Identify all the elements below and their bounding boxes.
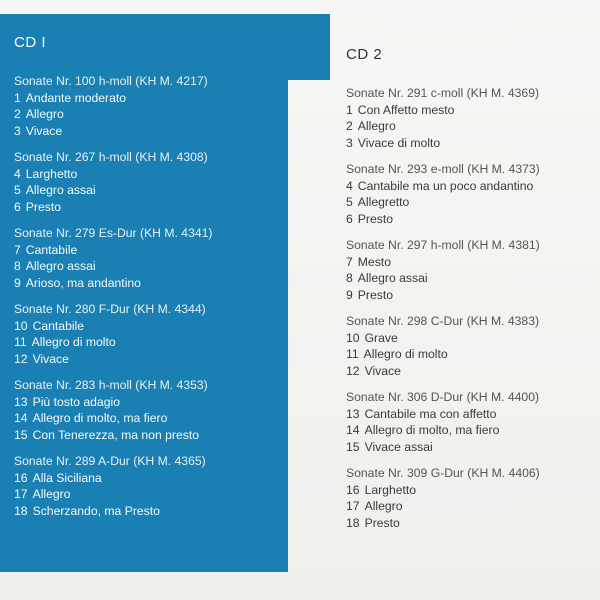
track-item [346, 498, 540, 515]
track-number: 12 [346, 363, 360, 378]
track-number: 13 [14, 394, 28, 409]
sonata-group [346, 465, 540, 531]
sonata-group [14, 377, 212, 443]
track-number: 12 [14, 351, 28, 366]
track-title: Andante moderato [25, 90, 127, 105]
cd2-tracklist [346, 46, 540, 541]
track-item [346, 287, 540, 304]
track-item [14, 334, 212, 351]
track-title: Cantabile [25, 242, 78, 257]
track-number: 4 [14, 166, 21, 181]
track-number: 1 [346, 102, 353, 117]
track-item [14, 410, 212, 427]
sonata-group [346, 237, 540, 303]
track-title: Vivace [25, 123, 63, 138]
sonata-group [14, 149, 212, 215]
track-title: Vivace [32, 351, 69, 366]
track-item [14, 90, 212, 107]
track-title: Allegro assai [357, 271, 428, 285]
track-title: Allegro assai [25, 183, 96, 197]
track-number: 18 [346, 515, 360, 530]
cd2-title: CD 2 [346, 46, 383, 63]
sonata-heading: Sonate Nr. 291 c-moll (KH M. 4369) [346, 86, 540, 100]
track-item [346, 102, 540, 119]
track-title: Allegro [357, 119, 396, 133]
track-item [14, 394, 212, 411]
track-number: 9 [346, 287, 353, 302]
track-item [346, 330, 540, 347]
sonata-heading: Sonate Nr. 297 h-moll (KH M. 4381) [346, 238, 540, 252]
track-title: Larghetto [364, 482, 417, 497]
track-number: 18 [14, 503, 28, 518]
track-item [346, 135, 540, 152]
track-item [346, 254, 540, 271]
track-item [14, 427, 212, 444]
track-title: Allegro di molto, ma fiero [364, 423, 500, 437]
sonata-heading: Sonate Nr. 280 F-Dur (KH M. 4344) [14, 302, 206, 316]
track-number: 2 [346, 119, 353, 133]
track-number: 1 [14, 90, 21, 105]
track-number: 2 [14, 107, 21, 121]
track-number: 8 [14, 259, 21, 273]
sonata-group [14, 73, 212, 139]
track-title: Vivace [364, 363, 401, 378]
track-item [14, 351, 212, 368]
track-item [346, 118, 540, 135]
track-title: Presto [357, 287, 394, 302]
track-number: 9 [14, 275, 21, 290]
track-number: 3 [14, 123, 21, 138]
sonata-group [346, 161, 540, 227]
sonata-group [346, 313, 540, 379]
track-title: Allegro di molto, ma fiero [32, 411, 168, 425]
sonata-heading: Sonate Nr. 306 D-Dur (KH M. 4400) [346, 390, 540, 404]
track-item [14, 318, 212, 335]
track-number: 10 [346, 330, 360, 345]
track-title: Presto [364, 515, 400, 530]
track-title: Mesto [357, 254, 391, 269]
track-item [346, 515, 540, 532]
track-number: 5 [14, 183, 21, 197]
sonata-group [346, 389, 540, 455]
track-number: 3 [346, 135, 353, 150]
track-item [346, 439, 540, 456]
track-item [14, 242, 212, 259]
track-number: 15 [14, 427, 28, 442]
sonata-group [14, 301, 212, 367]
track-number: 4 [346, 178, 353, 193]
track-item [14, 258, 212, 275]
track-item [14, 199, 212, 216]
track-item [14, 470, 212, 487]
track-number: 11 [14, 335, 27, 349]
track-item [346, 211, 540, 228]
track-title: Presto [357, 211, 394, 226]
track-title: Più tosto adagio [32, 394, 120, 409]
track-number: 10 [14, 318, 28, 333]
track-title: Grave [364, 330, 398, 345]
track-title: Alla Siciliana [32, 470, 102, 485]
track-title: Cantabile ma con affetto [364, 406, 497, 421]
track-number: 7 [346, 254, 353, 269]
sonata-heading: Sonate Nr. 283 h-moll (KH M. 4353) [14, 378, 208, 392]
track-title: Allegro [32, 487, 71, 501]
track-title: Cantabile [32, 318, 85, 333]
track-title: Allegretto [357, 195, 410, 209]
track-number: 16 [14, 470, 28, 485]
sonata-group [14, 453, 212, 519]
track-title: Larghetto [25, 166, 78, 181]
track-item [14, 503, 212, 520]
track-number: 13 [346, 406, 360, 421]
track-item [14, 182, 212, 199]
track-item [346, 363, 540, 380]
track-item [14, 486, 212, 503]
track-item [346, 270, 540, 287]
track-number: 8 [346, 271, 353, 285]
track-item [346, 406, 540, 423]
track-item [14, 106, 212, 123]
track-item [346, 178, 540, 195]
track-title: Allegro [25, 107, 64, 121]
track-title: Allegro di molto [363, 347, 448, 361]
sonata-heading: Sonate Nr. 279 Es-Dur (KH M. 4341) [14, 226, 213, 240]
track-number: 14 [346, 423, 360, 437]
cd1-tracklist [14, 34, 212, 529]
track-number: 5 [346, 195, 353, 209]
track-title: Allegro di molto [31, 335, 116, 349]
cd2-sonata-list [346, 85, 540, 531]
track-item [346, 346, 540, 363]
track-item [14, 123, 212, 140]
sonata-group [14, 225, 212, 291]
track-item [346, 194, 540, 211]
track-number: 6 [346, 211, 353, 226]
track-item [346, 422, 540, 439]
track-number: 17 [346, 499, 360, 513]
track-title: Con Affetto mesto [357, 102, 455, 117]
track-item [14, 275, 212, 292]
track-title: Scherzando, ma Presto [32, 503, 160, 518]
sonata-heading: Sonate Nr. 309 G-Dur (KH M. 4406) [346, 466, 540, 480]
track-title: Allegro [364, 499, 403, 513]
track-title: Vivace di molto [357, 135, 441, 150]
track-title: Arioso, ma andantino [25, 275, 141, 290]
sonata-group [346, 85, 540, 151]
track-number: 15 [346, 439, 360, 454]
track-item [14, 166, 212, 183]
track-number: 17 [14, 487, 28, 501]
sonata-heading: Sonate Nr. 267 h-moll (KH M. 4308) [14, 150, 208, 164]
track-item [346, 482, 540, 499]
track-number: 7 [14, 242, 21, 257]
track-title: Allegro assai [25, 259, 96, 273]
cd1-title: CD I [14, 34, 46, 51]
track-title: Presto [25, 199, 62, 214]
sonata-heading: Sonate Nr. 289 A-Dur (KH M. 4365) [14, 454, 206, 468]
track-title: Cantabile ma un poco andantino [357, 178, 534, 193]
track-title: Con Tenerezza, ma non presto [32, 427, 199, 442]
track-number: 16 [346, 482, 360, 497]
track-number: 14 [14, 411, 28, 425]
track-title: Vivace assai [364, 439, 433, 454]
sonata-heading: Sonate Nr. 293 e-moll (KH M. 4373) [346, 162, 540, 176]
sonata-heading: Sonate Nr. 100 h-moll (KH M. 4217) [14, 74, 208, 88]
cd1-sonata-list [14, 73, 212, 519]
sonata-heading: Sonate Nr. 298 C-Dur (KH M. 4383) [346, 314, 540, 328]
track-number: 11 [346, 347, 359, 361]
track-number: 6 [14, 199, 21, 214]
